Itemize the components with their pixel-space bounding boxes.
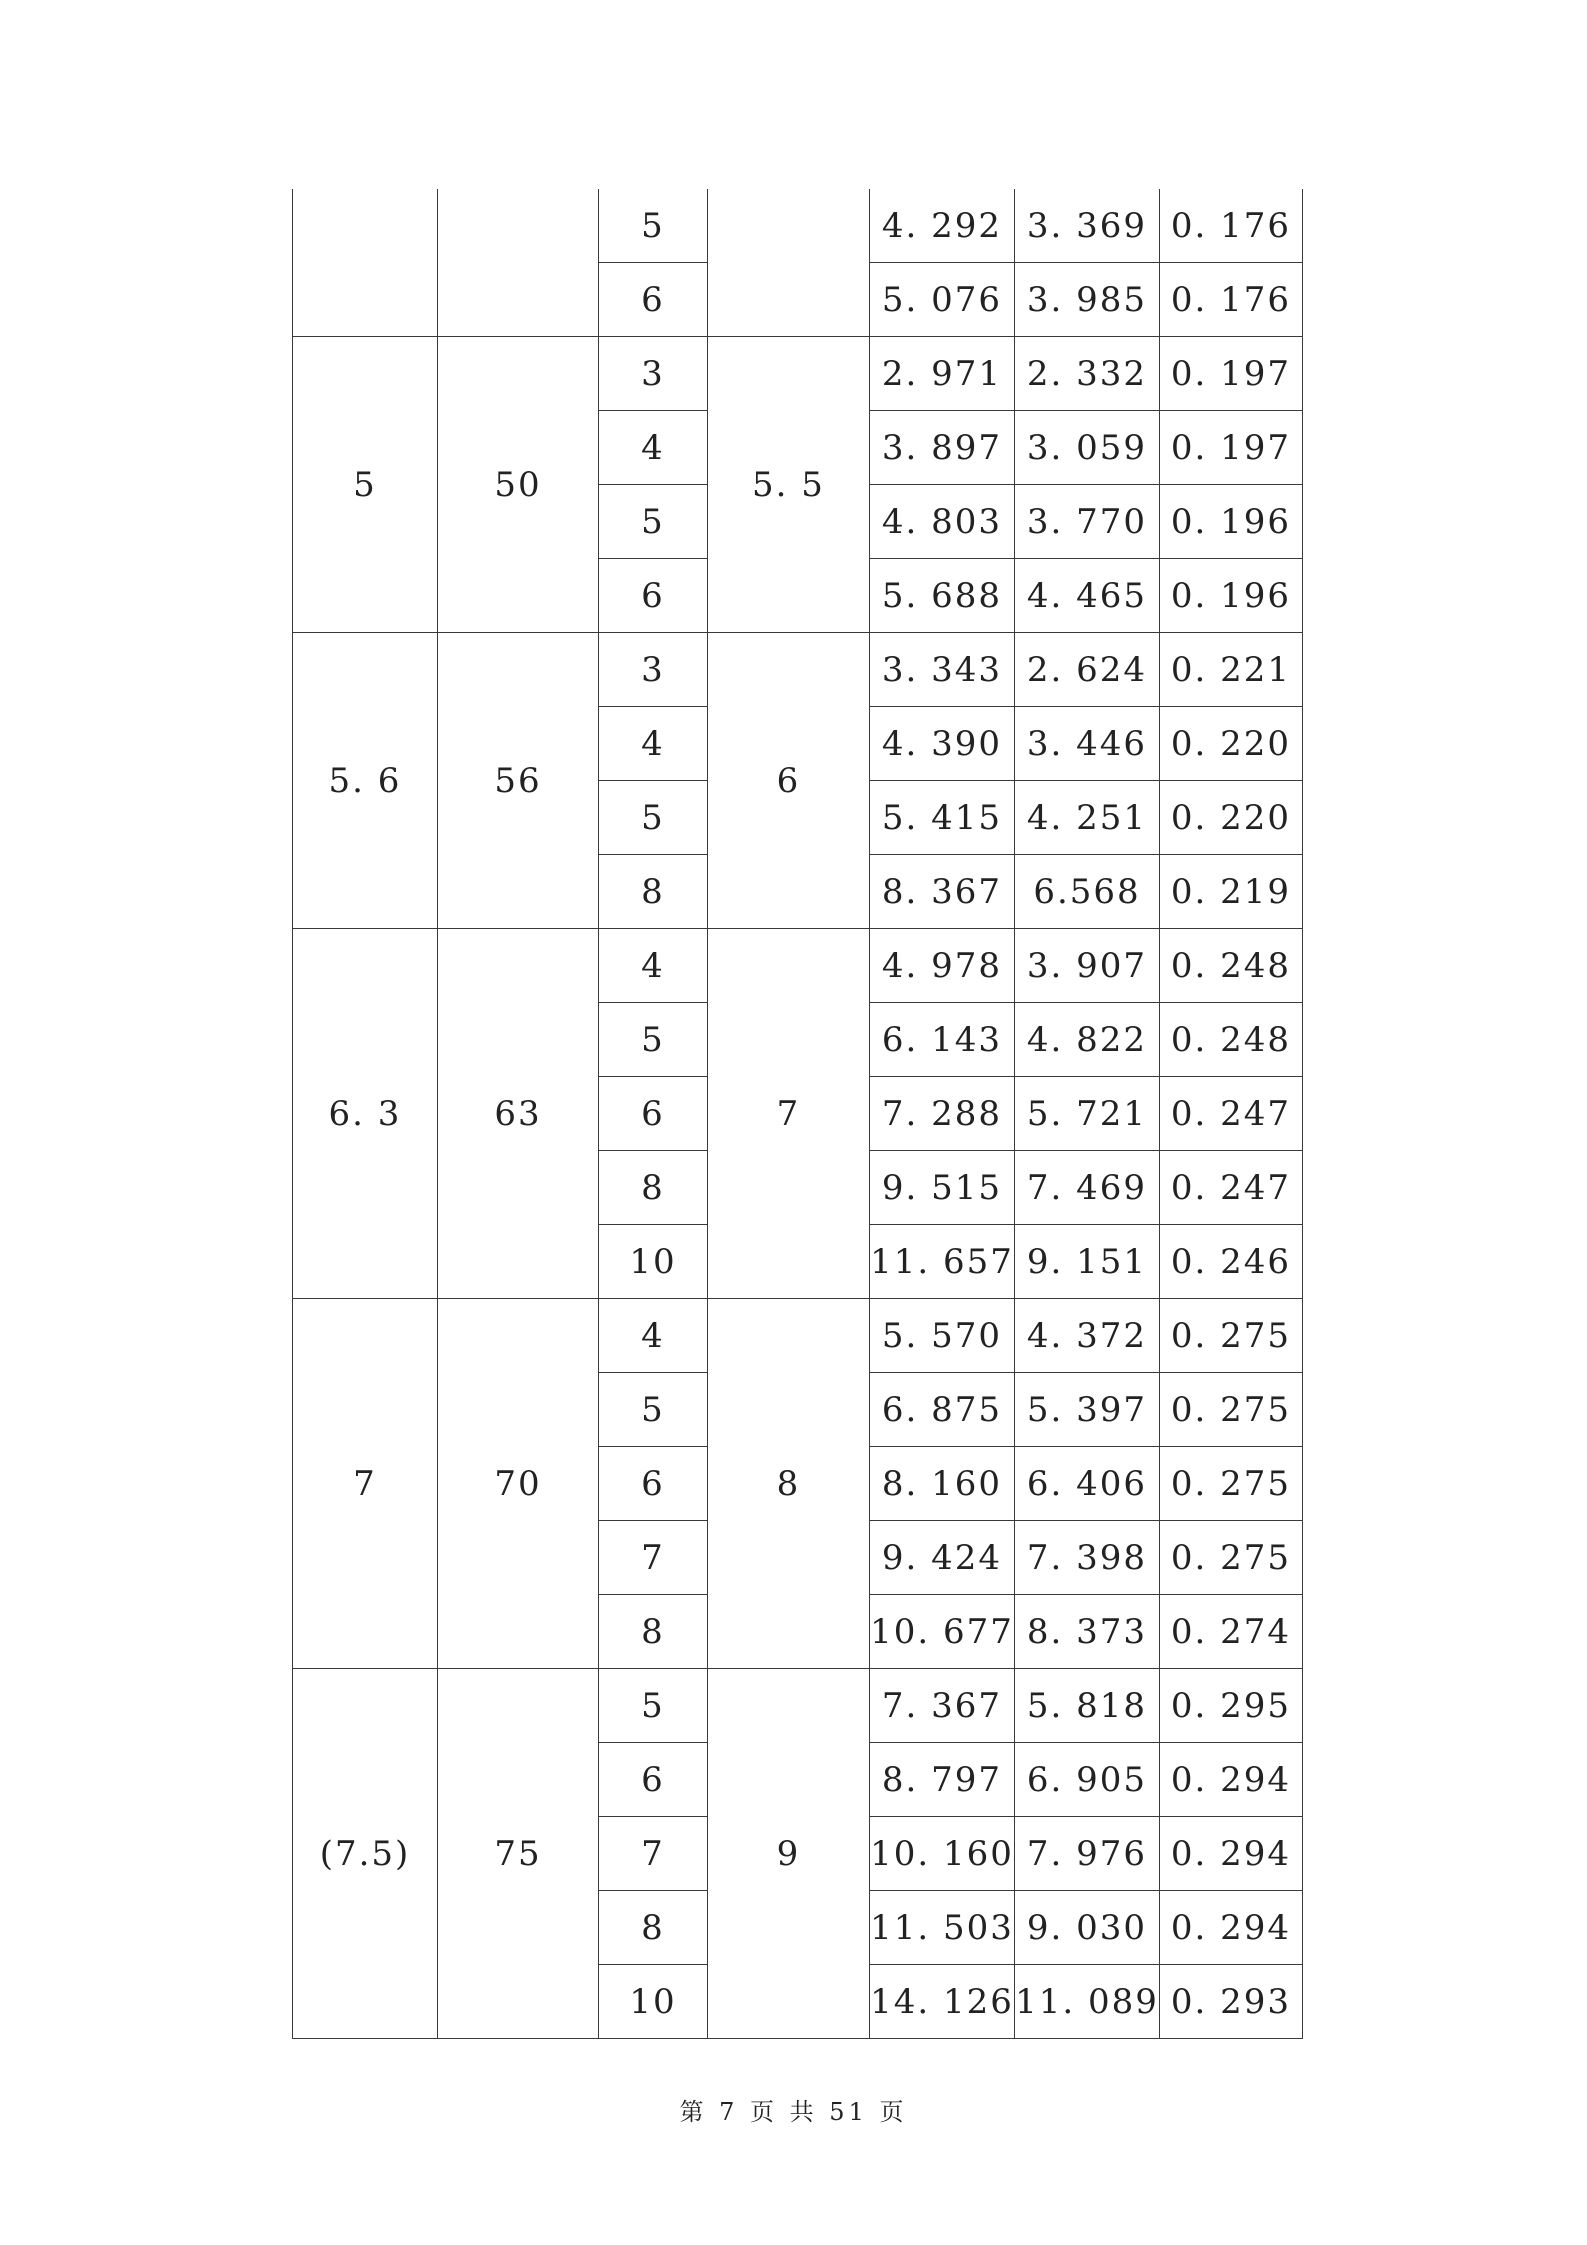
mass-cell: 3. 907 [1015,929,1160,1003]
thickness-cell: 7 [599,1817,708,1891]
surface-cell: 0. 197 [1160,411,1303,485]
mass-cell: 9. 151 [1015,1225,1160,1299]
mass-cell: 5. 818 [1015,1669,1160,1743]
surface-cell: 0. 294 [1160,1817,1303,1891]
thickness-cell: 4 [599,1299,708,1373]
thickness-cell: 5 [599,189,708,263]
table-row [293,929,1303,1003]
mass-cell: 9. 030 [1015,1891,1160,1965]
thickness-cell: 6 [599,1077,708,1151]
mass-cell: 5. 397 [1015,1373,1160,1447]
mass-cell: 2. 332 [1015,337,1160,411]
radius-cell: 8 [708,1299,870,1669]
area-cell: 8. 160 [870,1447,1015,1521]
thickness-cell: 5 [599,1373,708,1447]
table-row [293,337,1303,411]
thickness-cell: 5 [599,1003,708,1077]
mass-cell: 6. 406 [1015,1447,1160,1521]
area-cell: 5. 076 [870,263,1015,337]
group-size-cell: (7.5) [293,1669,438,2039]
mass-cell: 3. 985 [1015,263,1160,337]
thickness-cell: 3 [599,633,708,707]
area-cell: 8. 797 [870,1743,1015,1817]
surface-cell: 0. 197 [1160,337,1303,411]
table-body [293,189,1303,2039]
area-cell: 7. 288 [870,1077,1015,1151]
area-cell: 9. 515 [870,1151,1015,1225]
data-table [292,189,1303,2039]
area-cell: 4. 390 [870,707,1015,781]
area-cell: 10. 677 [870,1595,1015,1669]
thickness-cell: 8 [599,1151,708,1225]
group-size-cell: 5 [293,337,438,633]
mass-cell: 3. 446 [1015,707,1160,781]
surface-cell: 0. 196 [1160,485,1303,559]
area-cell: 4. 803 [870,485,1015,559]
radius-cell: 6 [708,633,870,929]
group-size-mm-cell: 50 [438,337,599,633]
group-size-mm-cell: 70 [438,1299,599,1669]
mass-cell: 6. 905 [1015,1743,1160,1817]
thickness-cell: 8 [599,1891,708,1965]
mass-cell: 3. 770 [1015,485,1160,559]
surface-cell: 0. 274 [1160,1595,1303,1669]
radius-cell: 5. 5 [708,337,870,633]
surface-cell: 0. 294 [1160,1891,1303,1965]
surface-cell: 0. 220 [1160,781,1303,855]
area-cell: 3. 897 [870,411,1015,485]
area-cell: 11. 657 [870,1225,1015,1299]
surface-cell: 0. 221 [1160,633,1303,707]
mass-cell: 4. 251 [1015,781,1160,855]
thickness-cell: 10 [599,1965,708,2039]
surface-cell: 0. 275 [1160,1373,1303,1447]
group-size-mm-cell: 63 [438,929,599,1299]
thickness-cell: 6 [599,263,708,337]
group-size-mm-cell: 56 [438,633,599,929]
mass-cell: 5. 721 [1015,1077,1160,1151]
surface-cell: 0. 275 [1160,1521,1303,1595]
area-cell: 9. 424 [870,1521,1015,1595]
surface-cell: 0. 294 [1160,1743,1303,1817]
area-cell: 3. 343 [870,633,1015,707]
thickness-cell: 4 [599,929,708,1003]
thickness-cell: 7 [599,1521,708,1595]
group-size-mm-cell [438,189,599,337]
thickness-cell: 6 [599,1743,708,1817]
radius-cell: 9 [708,1669,870,2039]
surface-cell: 0. 247 [1160,1151,1303,1225]
area-cell: 14. 126 [870,1965,1015,2039]
thickness-cell: 8 [599,855,708,929]
group-size-cell: 7 [293,1299,438,1669]
area-cell: 4. 978 [870,929,1015,1003]
thickness-cell: 6 [599,1447,708,1521]
table-row [293,633,1303,707]
surface-cell: 0. 295 [1160,1669,1303,1743]
group-size-cell: 6. 3 [293,929,438,1299]
thickness-cell: 10 [599,1225,708,1299]
thickness-cell: 3 [599,337,708,411]
group-size-mm-cell: 75 [438,1669,599,2039]
thickness-cell: 5 [599,485,708,559]
surface-cell: 0. 196 [1160,559,1303,633]
mass-cell: 4. 372 [1015,1299,1160,1373]
group-size-cell [293,189,438,337]
surface-cell: 0. 176 [1160,189,1303,263]
surface-cell: 0. 275 [1160,1447,1303,1521]
table-row [293,1299,1303,1373]
area-cell: 11. 503 [870,1891,1015,1965]
mass-cell: 4. 822 [1015,1003,1160,1077]
surface-cell: 0. 247 [1160,1077,1303,1151]
surface-cell: 0. 176 [1160,263,1303,337]
table-row [293,189,1303,263]
area-cell: 6. 143 [870,1003,1015,1077]
thickness-cell: 5 [599,1669,708,1743]
surface-cell: 0. 219 [1160,855,1303,929]
surface-cell: 0. 220 [1160,707,1303,781]
mass-cell: 7. 976 [1015,1817,1160,1891]
mass-cell: 7. 398 [1015,1521,1160,1595]
area-cell: 2. 971 [870,337,1015,411]
mass-cell: 7. 469 [1015,1151,1160,1225]
mass-cell: 11. 089 [1015,1965,1160,2039]
thickness-cell: 8 [599,1595,708,1669]
area-cell: 8. 367 [870,855,1015,929]
table-row [293,1669,1303,1743]
thickness-cell: 6 [599,559,708,633]
thickness-cell: 4 [599,411,708,485]
surface-cell: 0. 246 [1160,1225,1303,1299]
area-cell: 5. 415 [870,781,1015,855]
area-cell: 10. 160 [870,1817,1015,1891]
radius-cell [708,189,870,337]
area-cell: 5. 688 [870,559,1015,633]
mass-cell: 8. 373 [1015,1595,1160,1669]
thickness-cell: 5 [599,781,708,855]
surface-cell: 0. 248 [1160,929,1303,1003]
page-footer: 第 7 页 共 51 页 [679,2098,908,2126]
surface-cell: 0. 248 [1160,1003,1303,1077]
area-cell: 6. 875 [870,1373,1015,1447]
area-cell: 7. 367 [870,1669,1015,1743]
radius-cell: 7 [708,929,870,1299]
mass-cell: 2. 624 [1015,633,1160,707]
area-cell: 4. 292 [870,189,1015,263]
mass-cell: 4. 465 [1015,559,1160,633]
surface-cell: 0. 293 [1160,1965,1303,2039]
mass-cell: 6.568 [1015,855,1160,929]
thickness-cell: 4 [599,707,708,781]
area-cell: 5. 570 [870,1299,1015,1373]
mass-cell: 3. 059 [1015,411,1160,485]
mass-cell: 3. 369 [1015,189,1160,263]
surface-cell: 0. 275 [1160,1299,1303,1373]
group-size-cell: 5. 6 [293,633,438,929]
